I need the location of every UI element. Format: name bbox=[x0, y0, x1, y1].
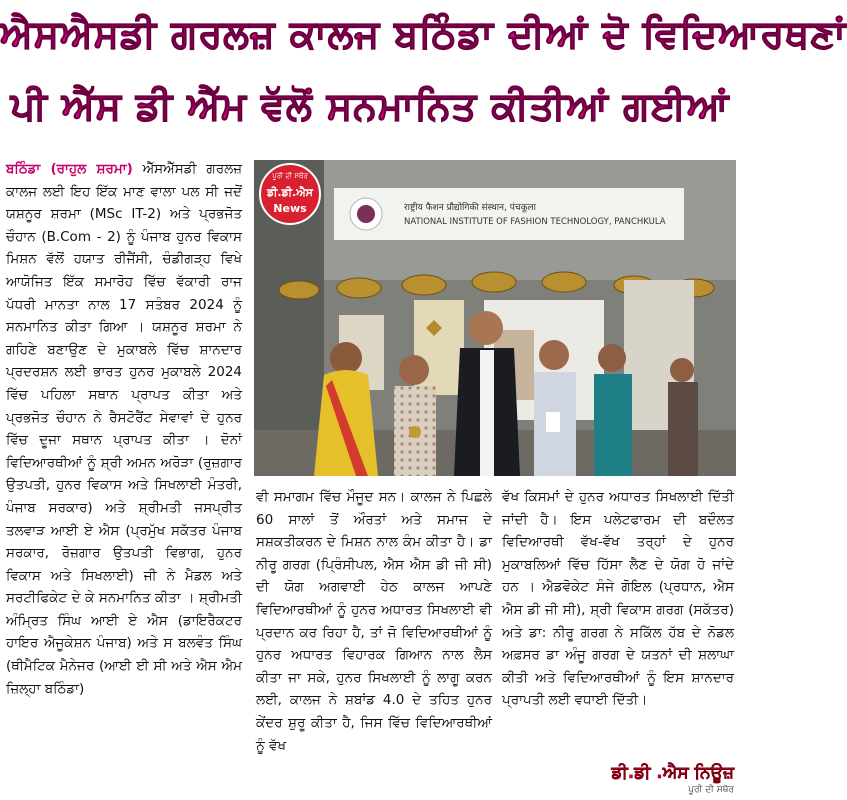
logo-top-text: ਪੂਰੀ ਦੀ ਸਥੋਰ bbox=[272, 172, 308, 180]
logo-mid-text: ਡੀ.ਡੀ.ਐਸ bbox=[266, 186, 314, 199]
dateline: ਬਠਿੰਡਾ (ਰਾਹੁਲ ਸ਼ਰਮਾ) bbox=[6, 161, 133, 177]
signature-main: ਡੀ.ਡੀ .ਐਸ ਨਿਊਜ਼ bbox=[611, 763, 734, 783]
signature bbox=[594, 762, 734, 796]
banner-line-1: राष्ट्रीय फैशन प्रौद्योगिकी संस्थान, पंचकूला bbox=[404, 203, 536, 213]
headline-line-1: ਐਸਐਸਡੀ ਗਰਲਜ਼ ਕਾਲਜ ਬਠਿੰਡਾ ਦੀਆਂ ਦੋ ਵਿਦਿਆਰਥਣਾਂ bbox=[0, 12, 847, 56]
logo-bottom-text: News bbox=[273, 202, 307, 215]
banner-line-2: NATIONAL INSTITUTE OF FASHION TECHNOLOGY, PANCHKULA bbox=[404, 217, 666, 227]
event-photo bbox=[254, 160, 736, 476]
nift-banner bbox=[334, 188, 684, 240]
article-column-3: ਵੱਖ ਕਿਸਮਾਂ ਦੇ ਹੁਨਰ ਅਧਾਰਤ ਸਿਖਲਾਈ ਦਿੱਤੀ ਜਾਂਦੀ ਹੈ। ਇਸ ਪਲੇਟਫਾਰਮ ਦੀ ਬਦੌਲਤ ਵਿਦਿਆਰਥੀ ਵੱਖ-ਵੱਖ ਤਰ੍ਹਾਂ ਦੇ ਹੁਨਰ ਮੁਕਾਬਲਿਆਂ ਵਿੱਚ ਹਿੱਸਾ ਲੈਣ ਦੇ ਯੋਗ ਹੋ ਜਾਂਦੇ ਹਨ । ਐਡਵੋਕੇਟ ਸੰਜੇ ਗੋਇਲ (ਪ੍ਰਧਾਨ, ਐਸ ਐਸ ਡੀ ਜੀ ਸੀ), ਸ਼੍ਰੀ ਵਿਕਾਸ ਗਰਗ (ਸਕੱਤਰ) ਅਤੇ ਡਾ: ਨੀਰੂ ਗਰਗ ਨੇ ਸਕਿੱਲ ਹੱਬ ਦੇ ਨੋਡਲ ਅਫ਼ਸਰ ਡਾ ਅੰਜੂ ਗਰਗ ਦੇ ਯਤਨਾਂ ਦੀ ਸ਼ਲਾਘਾ ਕੀਤੀ ਅਤੇ ਵਿਦਿਆਰਥੀਆਂ ਨੂੰ ਇਸ ਸ਼ਾਨਦਾਰ ਪ੍ਰਾਪਤੀ ਲਈ ਵਧਾਈ ਦਿੱਤੀ। bbox=[502, 489, 734, 709]
article-text-1: ਐੱਸਐੱਸਡੀ ਗਰਲਜ਼ ਕਾਲਜ ਲਈ ਇਹ ਇੱਕ ਮਾਣ ਵਾਲਾ ਪਲ ਸੀ ਜਦੋਂ ਯਸ਼ਨੂਰ ਸ਼ਰਮਾ (MSc IT-2) ਅਤੇ ਪ੍ਰਭਜੋਤ ਚੌਹਾਨ (B.Com - 2) ਨੂੰ ਪੰਜਾਬ ਹੁਨਰ ਵਿਕਾਸ ਮਿਸ਼ਨ ਵੱਲੋਂ ਹਯਾਤ ਰੀਜੈਂਸੀ, ਚੰਡੀਗੜ੍ਹ ਵਿਖੇ ਆਯੋਜਿਤ ਇੱਕ ਸਮਾਰੋਹ ਵਿੱਚ ਵੱਕਾਰੀ ਰਾਜ ਪੱਧਰੀ ਮਾਨਤਾ ਨਾਲ 17 ਸਤੰਬਰ 2024 ਨੂੰ ਸਨਮਾਨਿਤ ਕੀਤਾ ਗਿਆ । ਯਸ਼ਨੂਰ ਸ਼ਰਮਾ ਨੇ ਗਹਿਣੇ ਬਣਾਉਣ ਦੇ ਮੁਕਾਬਲੇ ਵਿੱਚ ਸ਼ਾਨਦਾਰ ਪ੍ਰਦਰਸ਼ਨ ਲਈ ਭਾਰਤ ਹੁਨਰ ਮੁਕਾਬਲੇ 2024 ਵਿੱਚ ਪਹਿਲਾ ਸਥਾਨ ਪ੍ਰਾਪਤ ਕੀਤਾ ਅਤੇ ਪ੍ਰਭਜੋਤ ਚੌਹਾਨ ਨੇ ਰੈਸਟੋਰੈਂਟ ਸੇਵਾਵਾਂ ਦੇ ਹੁਨਰ ਵਿੱਚ ਦੂਜਾ ਸਥਾਨ ਪ੍ਰਾਪਤ ਕੀਤਾ । ਦੋਨਾਂ ਵਿਦਿਆਰਥੀਆਂ ਨੂੰ ਸ਼੍ਰੀ ਅਮਨ ਅਰੋੜਾ (ਰੁਜ਼ਗਾਰ ਉਤਪਤੀ, ਹੁਨਰ ਵਿਕਾਸ ਅਤੇ ਸਿਖਲਾਈ ਮੰਤਰੀ, ਪੰਜਾਬ ਸਰਕਾਰ) ਅਤੇ ਸ਼੍ਰੀਮਤੀ ਜਸਪ੍ਰੀਤ ਤਲਵਾੜ ਆਈ ਏ ਐਸ (ਪ੍ਰਮੁੱਖ ਸਕੱਤਰ ਪੰਜਾਬ ਸਰਕਾਰ, ਰੋਜ਼ਗਾਰ ਉਤਪਤੀ ਵਿਭਾਗ, ਹੁਨਰ ਵਿਕਾਸ ਅਤੇ ਸਿਖਲਾਈ) ਜੀ ਨੇ ਮੈਡਲ ਅਤੇ ਸਰਟੀਫਿਕੇਟ ਦੇ ਕੇ ਸਨਮਾਨਿਤ ਕੀਤਾ । ਸ਼੍ਰੀਮਤੀ ਅੰਮ੍ਰਿਤ ਸਿੰਘ ਆਈ ਏ ਐਸ (ਡਾਇਰੈਕਟਰ ਹਾਇਰ ਐਜੂਕੇਸ਼ਨ ਪੰਜਾਬ) ਅਤੇ ਸ ਬਲਵੰਤ ਸਿੰਘ (ਥੀਮੈਟਿਕ ਮੈਨੇਜਰ (ਆਈ ਈ ਸੀ ਅਤੇ ਐਸ ਐਮ ਜ਼ਿਲ੍ਹਾ ਬਠਿੰਡਾ) bbox=[6, 161, 242, 697]
headline-line-2: ਪੀ ਐੱਸ ਡੀ ਐੱਮ ਵੱਲੋਂ ਸਨਮਾਨਿਤ ਕੀਤੀਆਂ ਗਈਆਂ bbox=[10, 84, 730, 128]
article-column-2: ਵੀ ਸਮਾਗਮ ਵਿੱਚ ਮੌਜੂਦ ਸਨ। ਕਾਲਜ ਨੇ ਪਿਛਲੇ 60 ਸਾਲਾਂ ਤੋਂ ਔਰਤਾਂ ਅਤੇ ਸਮਾਜ ਦੇ ਸਸ਼ਕਤੀਕਰਨ ਦੇ ਮਿਸ਼ਨ ਨਾਲ ਕੰਮ ਕੀਤਾ ਹੈ। ਡਾ ਨੀਰੂ ਗਰਗ (ਪ੍ਰਿੰਸੀਪਲ, ਐਸ ਐਸ ਡੀ ਜੀ ਸੀ) ਦੀ ਯੋਗ ਅਗਵਾਈ ਹੇਠ ਕਾਲਜ ਆਪਣੇ ਵਿਦਿਆਰਥੀਆਂ ਨੂੰ ਹੁਨਰ ਅਧਾਰਤ ਸਿਖਲਾਈ ਵੀ ਪ੍ਰਦਾਨ ਕਰ ਰਿਹਾ ਹੈ, ਤਾਂ ਜੋ ਵਿਦਿਆਰਥੀਆਂ ਨੂੰ ਹੁਨਰ ਅਧਾਰਤ ਵਿਹਾਰਕ ਗਿਆਨ ਨਾਲ ਲੈਸ ਕੀਤਾ ਜਾ ਸਕੇ, ਹੁਨਰ ਸਿਖਲਾਈ ਨੂੰ ਲਾਗੂ ਕਰਨ ਲਈ, ਕਾਲਜ ਨੇ ਸ਼ਬਾਂਡ 4.0 ਦੇ ਤਹਿਤ ਹੁਨਰ ਕੇਂਦਰ ਸ਼ੁਰੂ ਕੀਤਾ ਹੈ, ਜਿਸ ਵਿੱਚ ਵਿਦਿਆਰਥੀਆਂ ਨੂੰ ਵੱਖ bbox=[256, 489, 492, 754]
dds-news-logo bbox=[260, 164, 320, 224]
article-column-1 bbox=[6, 158, 242, 792]
signature-sub: ਪੂਰੀ ਦੀ ਸਥੋਰ bbox=[688, 785, 734, 795]
